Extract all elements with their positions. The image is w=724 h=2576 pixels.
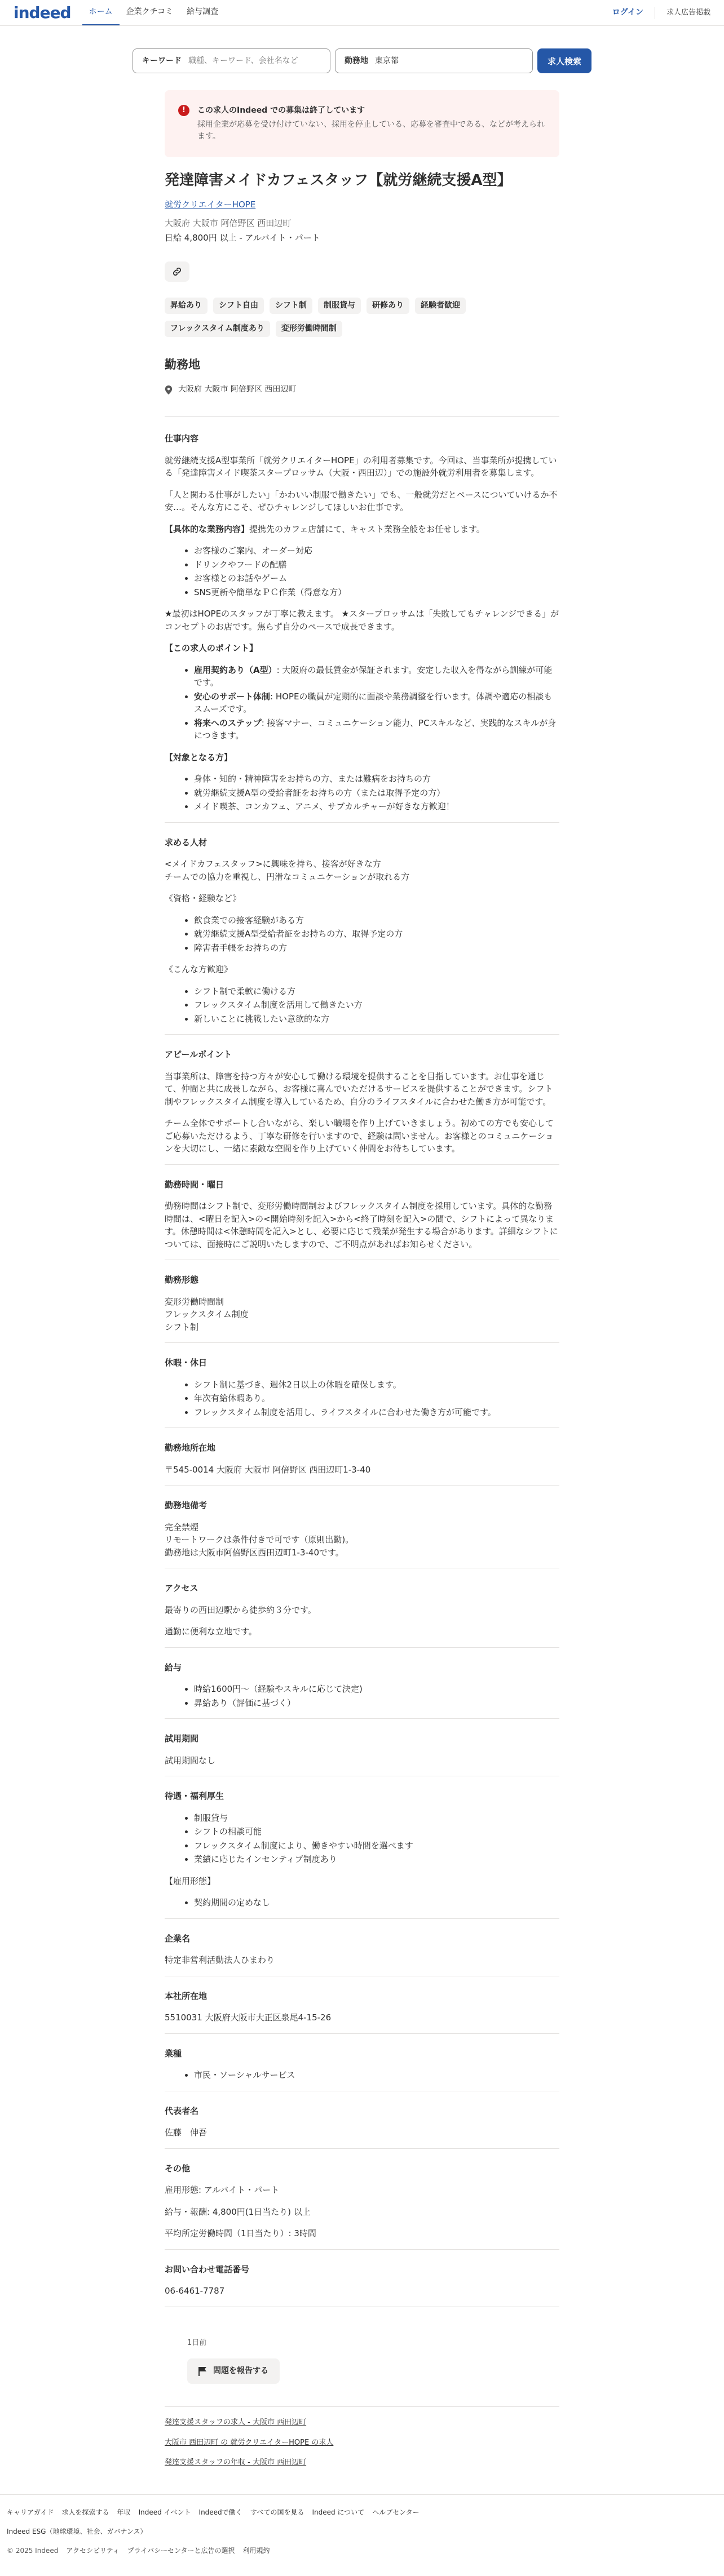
tag: シフト自由 <box>213 298 264 314</box>
hq-address: 5510031 大阪府大阪市大正区泉尾4-15-26 <box>165 2012 332 2023</box>
footer-link[interactable]: すべての国を見る <box>250 2508 304 2516</box>
related-links <box>165 2406 559 2494</box>
footer-link[interactable]: Indeedで働く <box>198 2508 242 2516</box>
desc-paragraph: 「人と関わる仕事がしたい」「かわいい制服で働きたい」でも、一般就労だとペースについていけるか不安…。そんな方にこそ、ぜひチャレンジしてほしいお仕事です。 <box>165 489 558 513</box>
requirement-line: チームでの協力を重視し、円滑なコミュニケーションが取れる方 <box>165 871 410 882</box>
login-link[interactable]: ログイン <box>612 8 643 17</box>
heading-location-notes: 勤務地備考 <box>165 1500 208 1511</box>
list-item <box>194 690 559 716</box>
other-line: 雇用形態: アルバイト・パート <box>165 2185 280 2196</box>
location-label: 勤務地 <box>344 56 368 65</box>
work-location <box>165 384 559 396</box>
list-item: • シフト制で柔軟に働ける方 <box>194 985 559 998</box>
requirement-line: <メイドカフェスタッフ>に興味を持ち、接客が好きな方 <box>165 859 381 870</box>
location-input[interactable] <box>335 48 533 73</box>
industry-list <box>165 2069 559 2082</box>
job-description <box>165 432 559 2298</box>
copyright: © 2025 Indeed <box>7 2546 59 2555</box>
desc-paragraph: ★最初はHOPEのスタッフが丁寧に教えます。 ★スタープロッサムは「失敗してもチャレンジできる」がコンセプトのお店です。焦らず自分のペースで成長できます。 <box>165 609 559 632</box>
points-list <box>165 664 559 742</box>
location-pin-icon <box>165 385 173 394</box>
desc-paragraph: 勤務時間はシフト制で、変形労働時間制およびフレックスタイム制度を採用しています。具体的な勤務時間は、<曜日を記入>の<開始時刻を記入>から<終了時刻を記入>の間で、シフトによって異なります。休憩時間は<休憩時間を記入>とし、必要に応じて残業が発生する場合があります。詳細なシフトについては、面接時にご説明いたしますので、ご不明点があればお知らせください。 <box>165 1201 558 1249</box>
site-header <box>0 0 724 26</box>
heading-holidays: 休暇・休日 <box>165 1358 208 1368</box>
divider <box>165 822 559 823</box>
welcome-list <box>165 985 559 1026</box>
flag-icon <box>198 2366 208 2377</box>
target-list <box>165 773 559 813</box>
keyword-label: キーワード <box>142 56 182 65</box>
alert-icon: ! <box>178 105 189 116</box>
nav-home[interactable]: ホーム <box>82 0 120 25</box>
qualifications-list <box>165 914 559 955</box>
heading-salary: 給与 <box>165 1662 182 1673</box>
point-text: : 大阪府の最低賃金が保証されます。安定した収入を得ながら訓練が可能です。 <box>194 664 553 688</box>
points-label: 【この求人のポイント】 <box>165 643 258 654</box>
footer-link[interactable]: ヘルプセンター <box>372 2508 420 2516</box>
heading-hq: 本社所在地 <box>165 1990 208 2001</box>
divider <box>165 2033 559 2034</box>
point-label: 将来へのステップ <box>194 717 262 728</box>
work-style-line: シフト制 <box>165 1322 199 1332</box>
indeed-logo[interactable] <box>14 1 71 25</box>
job-detail <box>165 90 559 2494</box>
points-heading <box>165 642 559 655</box>
related-link[interactable]: 発達支援スタッフの年収 - 大阪市 西田辺町 <box>165 2458 307 2467</box>
list-item: • シフト制に基づき、週休2日以上の休暇を確保します。 <box>194 1378 559 1391</box>
list-item: • お客様のご案内、オーダー対応 <box>194 544 559 557</box>
divider <box>165 1427 559 1428</box>
list-item: • フレックスタイム制度により、働きやすい時間を選べます <box>194 1839 559 1852</box>
employer-link[interactable]: 求人広告掲載 <box>666 8 710 17</box>
employment-label: 【雇用形態】 <box>165 1876 216 1886</box>
heading-appeal: アピールポイント <box>165 1049 232 1060</box>
nav-company-reviews[interactable]: 企業クチコミ <box>126 7 174 16</box>
heading-address: 勤務地所在地 <box>165 1443 216 1453</box>
alert-title: この求人のIndeed での募集は終了しています <box>197 106 365 115</box>
site-footer <box>0 2494 724 2576</box>
employment-list <box>165 1896 559 1909</box>
list-item: • 契約期間の定めなし <box>194 1896 559 1909</box>
desc-paragraph <box>165 1521 559 1559</box>
note-line: 勤務地は大阪市阿倍野区西田辺町1-3-40です。 <box>165 1547 344 1558</box>
tag: 制服貸与 <box>318 298 361 314</box>
address-text: 〒545-0014 大阪府 大阪市 阿倍野区 西田辺町1-3-40 <box>165 1464 371 1475</box>
note-line: リモートワークは条件付きで可です（原則出勤)。 <box>165 1535 354 1545</box>
related-link[interactable]: 発達支援スタッフの求人 - 大阪市 西田辺町 <box>165 2418 307 2427</box>
list-item: • 障害者手帳をお持ちの方 <box>194 942 559 955</box>
list-item: • フレックスタイム制度を活用して働きたい方 <box>194 999 559 1012</box>
tag: 変形労働時間制 <box>276 321 342 337</box>
location-value: 東京都 <box>374 56 399 65</box>
tag: 昇給あり <box>165 298 208 314</box>
company-link[interactable]: 就労クリエイターHOPE <box>165 199 256 210</box>
list-item: • お客様とのお話やゲーム <box>194 572 559 585</box>
trial-text: 試用期間なし <box>165 1755 216 1766</box>
target-label: 【対象となる方】 <box>165 752 233 762</box>
desc-paragraph <box>165 1296 559 1334</box>
heading-requirements: 求める人材 <box>165 837 208 848</box>
copy-link-button[interactable] <box>165 261 189 282</box>
divider <box>165 1918 559 1919</box>
company-name: 特定非営利活動法人ひまわり <box>165 1955 275 1966</box>
heading-phone: お問い合わせ電話番号 <box>165 2264 250 2274</box>
keyword-input[interactable] <box>133 48 330 73</box>
holidays-list <box>165 1378 559 1419</box>
keyword-placeholder: 職種、キーワード、会社名など <box>188 56 298 65</box>
heading-access: アクセス <box>165 1583 198 1594</box>
footer-link[interactable]: プライバシーセンターと広告の選択 <box>127 2546 235 2555</box>
qualifications-label: 《資格・経験など》 <box>165 893 241 904</box>
point-text: : HOPEの職員が定期的に面談や業務調整を行います。体調や適応の相談もスムーズです。 <box>194 691 553 715</box>
desc-label: 【具体的な業務内容】 <box>165 524 250 534</box>
heading-benefits: 待遇・福利厚生 <box>165 1791 224 1802</box>
divider <box>165 1342 559 1343</box>
tag: シフト制 <box>270 298 312 314</box>
heading-trial: 試用期間 <box>165 1733 199 1744</box>
alert-text: 採用企業が応募を受け付けていない、採用を停止している、応募を審査中である、などが考えられます。 <box>197 120 545 141</box>
list-item <box>194 664 559 689</box>
tag: 経験者歓迎 <box>415 298 466 314</box>
link-icon <box>171 266 183 277</box>
list-item: • 就労継続支援A型受給者証をお持ちの方、取得予定の方 <box>194 928 559 941</box>
list-item: • 時給1600円〜（経験やスキルに応じて決定) <box>194 1683 559 1696</box>
list-item: • 就労継続支援A型の受給者証をお持ちの方（または取得予定の方） <box>194 787 559 800</box>
representative-name: 佐藤 伸吾 <box>165 2127 208 2138</box>
heading-other: その他 <box>165 2163 191 2174</box>
divider <box>165 1718 559 1719</box>
divider <box>165 1647 559 1648</box>
divider <box>165 2249 559 2250</box>
list-item: • メイド喫茶、コンカフェ、アニメ、サブカルチャーが好きな方歓迎！ <box>194 800 559 813</box>
search-bar <box>0 26 724 90</box>
footer-link[interactable]: 利用規約 <box>242 2546 270 2555</box>
report-problem-button[interactable] <box>187 2358 280 2384</box>
divider <box>165 1164 559 1165</box>
list-item: • 市民・ソーシャルサービス <box>194 2069 559 2082</box>
work-location-heading: 勤務地 <box>165 357 200 371</box>
footer-links <box>7 2507 717 2517</box>
main-nav <box>82 0 601 25</box>
footer-link[interactable]: 求人を探索する <box>61 2508 109 2516</box>
job-tags <box>165 298 559 337</box>
job-location: 大阪府 大阪市 阿倍野区 西田辺町 <box>165 218 292 228</box>
desc-paragraph: 当事業所は、障害を持つ方々が安心して働ける環境を提供することを目指しています。お仕事を通じて、仲間と共に成長しながら、お客様に喜んでいただけるサービスを提供することができます。シフト制やフレックスタイム制度を導入しているため、自分のライフスタイルに合わせた働き方が可能です。 <box>165 1071 553 1107</box>
report-label: 問題を報告する <box>213 2366 268 2376</box>
list-item: • ドリンクやフードの配膳 <box>194 558 559 571</box>
list-item: • 昇給あり（評価に基づく） <box>194 1697 559 1710</box>
job-closed-alert <box>165 90 559 157</box>
point-label: 雇用契約あり（A型） <box>194 664 277 675</box>
desc-paragraph: 就労継続支援A型事業所「就労クリエイターHOPE」の利用者募集です。今回は、当事業所が提携している「発達障害メイド喫茶スタープロッサム（大阪・西田辺）」での施設外就労利用者を募集します。 <box>165 455 557 478</box>
desc-paragraph: 通勤に便利な立地です。 <box>165 1626 257 1637</box>
divider <box>165 2148 559 2149</box>
duties-list <box>165 544 559 598</box>
desc-paragraph: 最寄りの西田辺駅から徒歩約３分です。 <box>165 1604 316 1615</box>
point-label: 安心のサポート体制 <box>194 691 271 702</box>
other-line: 平均所定労働時間（1日当たり）: 3時間 <box>165 2228 316 2239</box>
benefits-list <box>165 1812 559 1866</box>
desc-paragraph: チーム全体でサポートし合いながら、楽しい職場を作り上げていきましょう。初めての方でも安心してご応募いただけるよう、丁寧な研修を行いますので、経験は問いません。お客様とのコミュニケーションを大切にし、一緒に素敵な空間を作り上げていく仲間をお待ちしています。 <box>165 1118 554 1154</box>
list-item: • 年次有給休暇あり。 <box>194 1392 559 1405</box>
list-item: • SNS更新や簡単なＰＣ作業（得意な方） <box>194 586 559 599</box>
job-title: 発達障害メイドカフェスタッフ【就労継続支援A型】 <box>165 172 512 189</box>
nav-salary[interactable]: 給与調査 <box>187 7 219 16</box>
work-style-line: 変形労働時間制 <box>165 1296 224 1307</box>
list-item: • 身体・知的・精神障害をお持ちの方、または難病をお持ちの方 <box>194 773 559 786</box>
search-button[interactable]: 求人検索 <box>537 48 591 73</box>
list-item <box>194 717 559 742</box>
other-line: 給与・報酬: 4,800円(1日当たり) 以上 <box>165 2206 311 2217</box>
welcome-label: 《こんな方歓迎》 <box>165 964 233 975</box>
work-location-text: 大阪府 大阪市 阿倍野区 西田辺町 <box>178 385 297 394</box>
footer-link-esg[interactable]: Indeed ESG（地球環境、社会、ガバナンス） <box>7 2527 147 2535</box>
list-item: • 飲食業での接客経験がある方 <box>194 914 559 927</box>
heading-work-style: 勤務形態 <box>165 1275 199 1285</box>
target-heading <box>165 751 559 764</box>
logo-text: indeed <box>14 3 71 22</box>
posted-days: 1日前 <box>187 2338 207 2347</box>
job-salary: 日給 4,800円 以上 - アルバイト・パート <box>165 233 320 243</box>
report-area <box>165 2323 559 2407</box>
heading-company: 企業名 <box>165 1933 191 1944</box>
divider <box>165 1034 559 1035</box>
point-text: : 接客マナー、コミュニケーション能力、PCスキルなど、実践的なスキルが身につきます。 <box>194 717 557 741</box>
heading-hours: 勤務時間・曜日 <box>165 1179 224 1190</box>
list-item: • 業績に応じたインセンティブ制度あり <box>194 1853 559 1866</box>
phone-number: 06-6461-7787 <box>165 2286 225 2296</box>
footer-link[interactable]: キャリアガイド <box>7 2508 54 2516</box>
footer-link[interactable]: アクセシビリティ <box>66 2546 120 2555</box>
desc-paragraph <box>165 858 559 883</box>
footer-link[interactable]: 年収 <box>117 2508 131 2516</box>
list-item: • 制服貸与 <box>194 1812 559 1825</box>
list-item: • 新しいことに挑戦したい意欲的な方 <box>194 1013 559 1026</box>
tag: 研修あり <box>367 298 409 314</box>
desc-paragraph <box>165 523 559 536</box>
divider <box>165 1485 559 1486</box>
work-style-line: フレックスタイム制度 <box>165 1309 249 1320</box>
footer-link[interactable]: Indeed について <box>312 2508 365 2516</box>
tag: フレックスタイム制度あり <box>165 321 270 337</box>
desc-text: 提携先のカフェ店舗にて、キャスト業務全般をお任せします。 <box>249 524 485 534</box>
list-item: • フレックスタイム制度を活用し、ライフスタイルに合わせた働き方が可能です。 <box>194 1406 559 1419</box>
list-item: • シフトの相談可能 <box>194 1825 559 1838</box>
footer-link[interactable]: Indeed イベント <box>138 2508 191 2516</box>
heading-industry: 業種 <box>165 2048 182 2059</box>
related-link[interactable]: 大阪市 西田辺町 の 就労クリエイターHOPE の求人 <box>165 2438 334 2447</box>
heading-job-content: 仕事内容 <box>165 433 199 444</box>
heading-representative: 代表者名 <box>165 2105 199 2116</box>
footer-esg <box>7 2526 717 2537</box>
salary-list <box>165 1683 559 1709</box>
header-right <box>601 7 710 19</box>
footer-bottom <box>7 2546 717 2556</box>
note-line: 完全禁煙 <box>165 1522 199 1532</box>
